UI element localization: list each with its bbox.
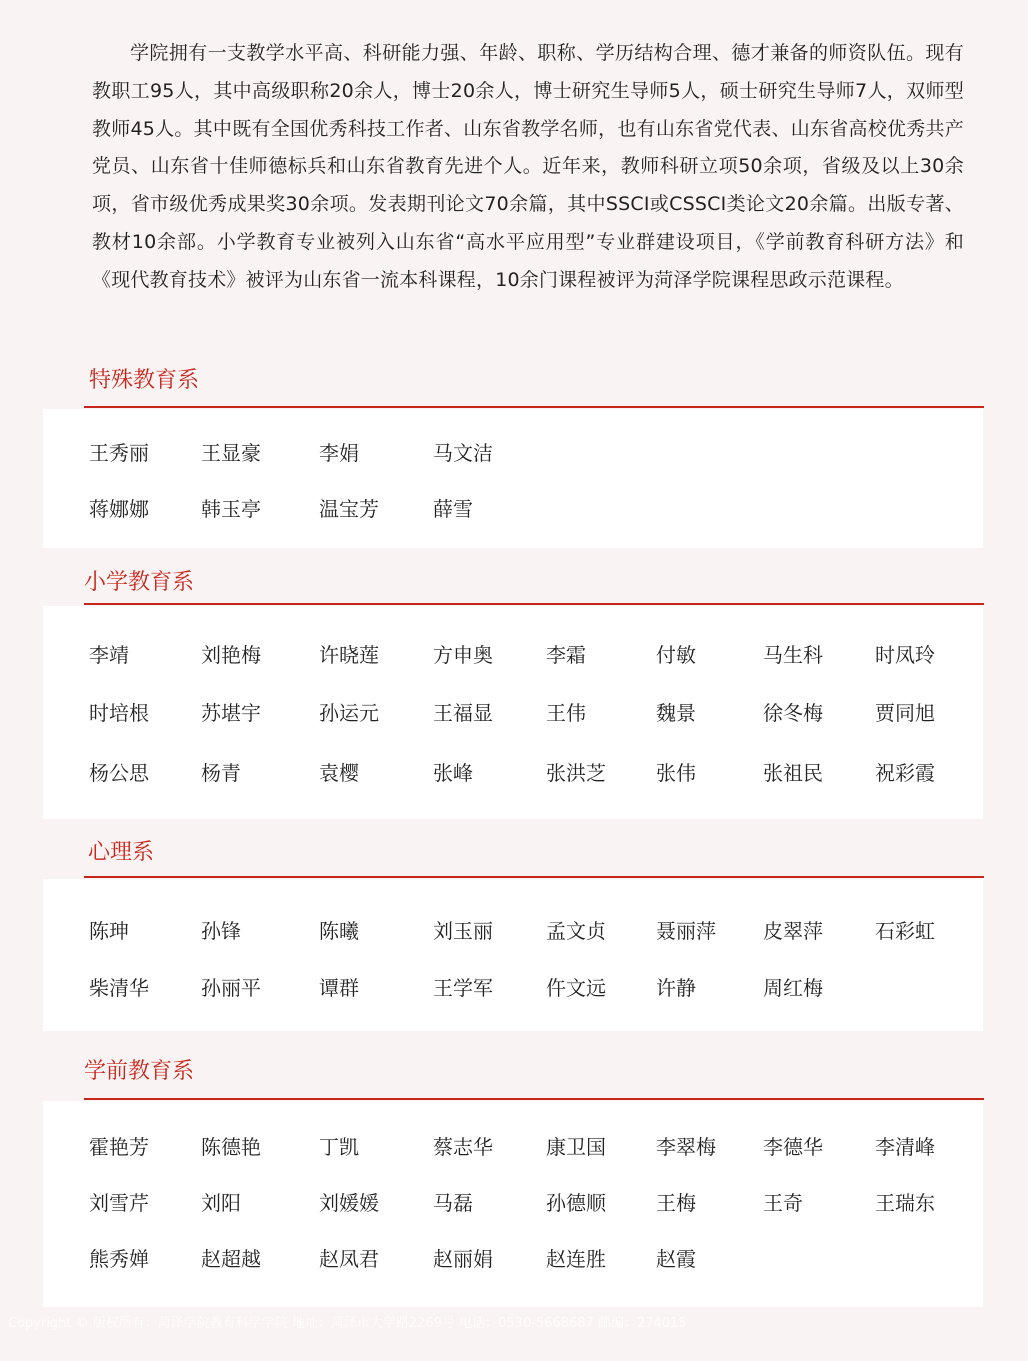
faculty-name: 李翠梅 (656, 1135, 716, 1159)
faculty-name: 蔡志华 (433, 1135, 493, 1159)
department-panel (43, 1101, 983, 1307)
faculty-name: 马文洁 (433, 441, 493, 465)
faculty-name: 许晓莲 (319, 643, 379, 667)
faculty-name: 温宝芳 (319, 497, 379, 521)
faculty-name: 孙德顺 (546, 1191, 606, 1215)
faculty-name: 付敏 (656, 643, 696, 667)
faculty-name: 王显豪 (201, 441, 261, 465)
faculty-name: 马磊 (433, 1191, 473, 1215)
faculty-name: 李清峰 (875, 1135, 935, 1159)
department-title: 小学教育系 (84, 570, 195, 595)
faculty-name: 孟文贞 (546, 919, 606, 943)
faculty-name: 王奇 (763, 1191, 803, 1215)
faculty-name: 方申奥 (433, 643, 493, 667)
faculty-name: 王伟 (546, 701, 586, 725)
department-title: 心理系 (88, 840, 155, 865)
faculty-name: 马生科 (763, 643, 823, 667)
faculty-name: 李霜 (546, 643, 586, 667)
faculty-name: 魏景 (656, 701, 696, 725)
faculty-name: 王学军 (433, 976, 493, 1000)
faculty-name: 张洪芝 (546, 761, 606, 785)
faculty-name: 孙运元 (319, 701, 379, 725)
faculty-name: 柴清华 (89, 976, 149, 1000)
department-divider (84, 1098, 984, 1100)
faculty-name: 刘媛媛 (319, 1191, 379, 1215)
faculty-name: 陈德艳 (201, 1135, 261, 1159)
faculty-name: 石彩虹 (875, 919, 935, 943)
faculty-name: 陈曦 (319, 919, 359, 943)
faculty-name: 赵丽娟 (433, 1247, 493, 1271)
faculty-name: 刘阳 (201, 1191, 241, 1215)
faculty-name: 聂丽萍 (656, 919, 716, 943)
faculty-name: 张伟 (656, 761, 696, 785)
faculty-name: 时培根 (89, 701, 149, 725)
faculty-name: 杨青 (201, 761, 241, 785)
faculty-name: 谭群 (319, 976, 359, 1000)
faculty-name: 苏堪宇 (201, 701, 261, 725)
faculty-name: 仵文远 (546, 976, 606, 1000)
department-divider (84, 406, 984, 408)
faculty-name: 时凤玲 (875, 643, 935, 667)
department-title: 特殊教育系 (89, 368, 200, 393)
faculty-name: 皮翠萍 (763, 919, 823, 943)
department-panel (43, 606, 983, 819)
faculty-name: 韩玉亭 (201, 497, 261, 521)
faculty-name: 赵超越 (201, 1247, 261, 1271)
faculty-name: 杨公思 (89, 761, 149, 785)
faculty-name: 霍艳芳 (89, 1135, 149, 1159)
faculty-name: 祝彩霞 (875, 761, 935, 785)
faculty-name: 李德华 (763, 1135, 823, 1159)
faculty-name: 刘玉丽 (433, 919, 493, 943)
faculty-name: 刘雪芹 (89, 1191, 149, 1215)
faculty-name: 孙锋 (201, 919, 241, 943)
faculty-name: 蒋娜娜 (89, 497, 149, 521)
faculty-name: 赵凤君 (319, 1247, 379, 1271)
faculty-name: 孙丽平 (201, 976, 261, 1000)
faculty-name: 贾同旭 (875, 701, 935, 725)
faculty-name: 王福显 (433, 701, 493, 725)
faculty-name: 王梅 (656, 1191, 696, 1215)
faculty-name: 周红梅 (763, 976, 823, 1000)
faculty-name: 张祖民 (763, 761, 823, 785)
faculty-name: 陈珅 (89, 919, 129, 943)
faculty-name: 许静 (656, 976, 696, 1000)
department-panel (43, 879, 983, 1031)
department-divider (84, 876, 984, 878)
faculty-name: 熊秀婵 (89, 1247, 149, 1271)
department-title: 学前教育系 (84, 1059, 195, 1084)
faculty-name: 王秀丽 (89, 441, 149, 465)
faculty-name: 王瑞东 (875, 1191, 935, 1215)
faculty-name: 李娟 (319, 441, 359, 465)
faculty-name: 李靖 (89, 643, 129, 667)
faculty-name: 薛雪 (433, 497, 473, 521)
department-divider (84, 603, 984, 605)
faculty-name: 赵霞 (656, 1247, 696, 1271)
faculty-name: 赵连胜 (546, 1247, 606, 1271)
faculty-name: 康卫国 (546, 1135, 606, 1159)
faculty-name: 丁凯 (319, 1135, 359, 1159)
intro-paragraph: 学院拥有一支教学水平高、科研能力强、年龄、职称、学历结构合理、德才兼备的师资队伍。现有教职工95人，其中高级职称20余人，博士20余人，博士研究生导师5人，硕士研究生导师7人，双师型教师45人。其中既有全国优秀科技工作者、山东省教学名师，也有山东省党代表、山东省高校优秀共产党员、山东省十佳师德标兵和山东省教育先进个人。近年来，教师科研立项50余项，省级及以上30余项，省市级优秀成果奖30余项。发表期刊论文70余篇，其中SSCI或CSSCI类论文20余篇。出版专著、教材10余部。小学教育专业被列入山东省“高水平应用型”专业群建设项目，《学前教育科研方法》和《现代教育技术》被评为山东省一流本科课程，10余门课程被评为菏泽学院课程思政示范课程。 (92, 42, 964, 291)
faculty-name: 刘艳梅 (201, 643, 261, 667)
department-panel (43, 409, 983, 548)
faculty-name: 徐冬梅 (763, 701, 823, 725)
footer-copyright: Copyright © 版权所有：菏泽学院教育科学学院 地址：菏泽市大学路2269号 电话：0530-5668687 邮编：274015 (8, 1316, 687, 1331)
faculty-name: 张峰 (433, 761, 473, 785)
faculty-name: 袁樱 (319, 761, 359, 785)
